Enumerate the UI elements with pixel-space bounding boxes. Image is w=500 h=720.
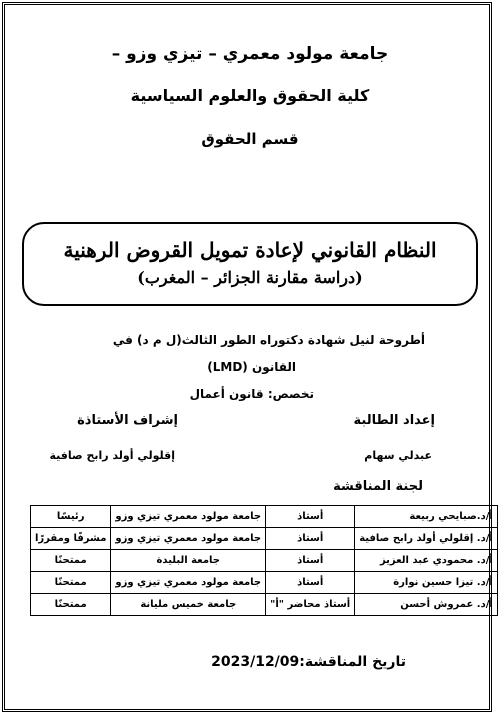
thesis-title: النظام القانوني لإعادة تمويل القروض الرهنية	[63, 238, 437, 262]
thesis-specialty: تخصص: قانون أعمال	[189, 387, 314, 401]
member-name: أ/د.صبايحي ربيعة	[355, 506, 498, 528]
member-university: جامعة مولود معمري تيزي وزو	[111, 528, 266, 550]
thesis-degree-line: أطروحة لنيل شهادة دكتوراه الطور الثالث(ل م د) في	[112, 333, 425, 347]
committee-heading: لجنة المناقشة	[333, 479, 423, 494]
member-role: مشرفًا ومقررًا	[31, 528, 111, 550]
table-row	[31, 506, 498, 528]
member-university: جامعة البليدة	[111, 550, 266, 572]
student-name: عبدلي سهام	[364, 449, 432, 462]
defense-date: تاريخ المناقشة:2023/12/09	[211, 654, 406, 670]
thesis-subtitle: (دراسة مقارنة الجزائر – المغرب)	[137, 268, 363, 287]
title-box	[22, 222, 478, 306]
supervisor-name: إقلولي أولد رابح صافية	[49, 449, 175, 462]
faculty-name: كلية الحقوق والعلوم السياسية	[130, 86, 370, 105]
member-rank: أستاذ محاضر "أ"	[266, 594, 355, 616]
thesis-field-line: القانون (LMD)	[207, 360, 296, 374]
member-university: جامعة خميس مليانة	[111, 594, 266, 616]
member-name: أ/د. عمروش أحسن	[355, 594, 498, 616]
supervisor-heading: إشراف الأستاذة	[77, 413, 178, 428]
member-university: جامعة مولود معمري تيزي وزو	[111, 506, 266, 528]
member-role: ممتحنًا	[31, 572, 111, 594]
table-row	[31, 572, 498, 594]
member-name: أ/د. تيزا حسين نوارة	[355, 572, 498, 594]
prepared-by-heading: إعداد الطالبة	[353, 413, 435, 428]
committee-table	[30, 505, 498, 616]
member-rank: أستاذ	[266, 572, 355, 594]
member-name: أ/د. محمودي عبد العزيز	[355, 550, 498, 572]
table-row	[31, 528, 498, 550]
member-role: ممتحنًا	[31, 550, 111, 572]
table-row	[31, 594, 498, 616]
university-name: جامعة مولود معمري – تيزي وزو –	[111, 44, 389, 64]
member-university: جامعة مولود معمري تيزي وزو	[111, 572, 266, 594]
member-rank: أستاذ	[266, 506, 355, 528]
member-role: رئيسًا	[31, 506, 111, 528]
table-row	[31, 550, 498, 572]
member-role: ممتحنًا	[31, 594, 111, 616]
member-name: أ/د. إقلولي أولد رابح صافية	[355, 528, 498, 550]
member-rank: أستاذ	[266, 528, 355, 550]
department-name: قسم الحقوق	[201, 130, 299, 148]
member-rank: أستاذ	[266, 550, 355, 572]
